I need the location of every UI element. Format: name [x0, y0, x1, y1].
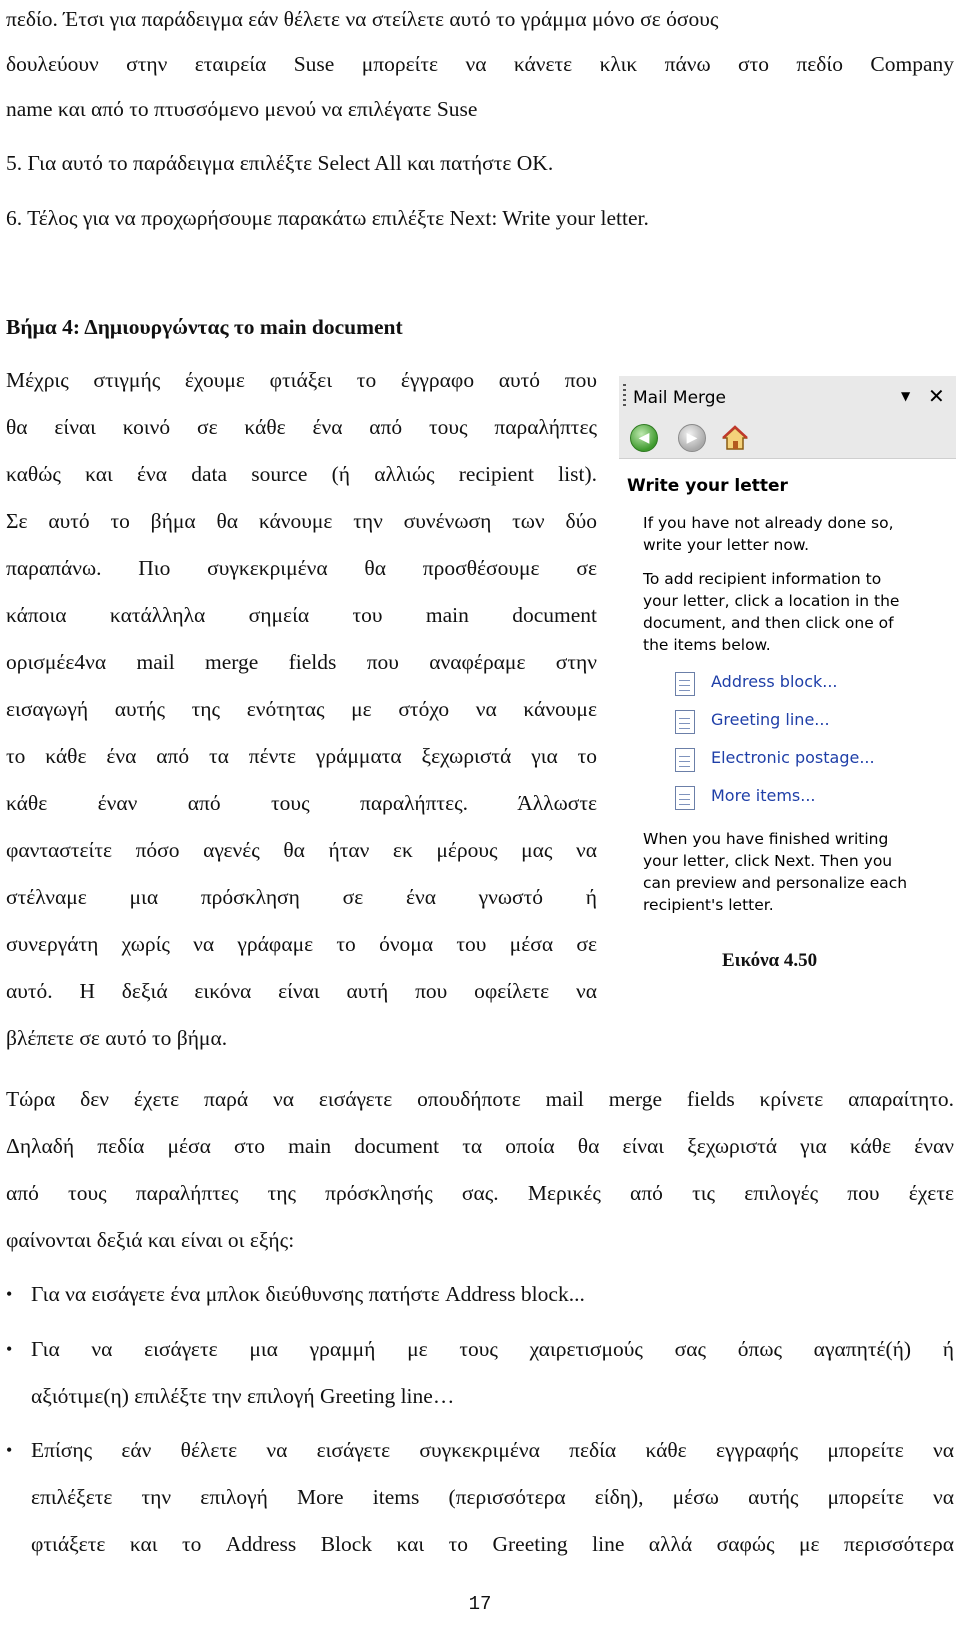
left-line-7: ορισμέε4να mail merge fields που αναφέραμε στην: [6, 650, 597, 674]
forward-icon[interactable]: ▶: [678, 424, 706, 452]
left-line-3: καθώς και ένα data source (ή αλλιώς recipient list).: [6, 462, 597, 486]
pane-section-title: Write your letter: [627, 476, 788, 496]
bullet-2-line-1: Για να εισάγετε μια γραμμή με τους χαιρετισμούς σας όπως αγαπητέ(ή) ή: [31, 1337, 954, 1361]
bullet-2-line-2: αξιότιμε(η) επιλέξτε την επιλογή Greeting line…: [31, 1384, 455, 1408]
left-line-2: θα είναι κοινό σε κάθε ένα από τους παραλήπτες: [6, 415, 597, 439]
pane-header: [619, 376, 956, 418]
intro-line-1: πεδίο. Έτσι για παράδειγμα εάν θέλετε να στείλετε αυτό το γράμμα μόνο σε όσους: [6, 7, 719, 31]
bullet-3-line-2: επιλέξετε την επιλογή More items (περισσότερα είδη), μέσω αυτής μπορείτε να: [31, 1485, 954, 1509]
full-line-3: από τους παραλήπτες της πρόσκλησής σας. Μερικές από τις επιλογές που έχετε: [6, 1181, 954, 1205]
greeting-line-icon: [675, 710, 695, 734]
left-line-4: Σε αυτό το βήμα θα κάνουμε την συνένωση των δύο: [6, 509, 597, 533]
left-line-6: κάποια κατάλληλα σημεία του main document: [6, 603, 597, 627]
intro-line-2: δουλεύουν στην εταιρεία Suse μπορείτε να κάνετε κλικ πάνω στο πεδίο Company: [6, 52, 954, 76]
more-items-link[interactable]: More items...: [711, 786, 816, 805]
left-line-14: αυτό. Η δεξιά εικόνα είναι αυτή που οφείλετε να: [6, 979, 597, 1003]
close-icon[interactable]: ✕: [928, 384, 945, 408]
left-line-8: εισαγωγή αυτής της ενότητας με στόχο να κάνουμε: [6, 697, 597, 721]
bullet-3-dot: •: [6, 1440, 13, 1460]
left-line-13: συνεργάτη χωρίς να γράφαμε το όνομα του μέσα σε: [6, 932, 597, 956]
bullet-2-dot: •: [6, 1339, 13, 1359]
left-line-15: βλέπετε σε αυτό το βήμα.: [6, 1026, 228, 1050]
pane-text-2: To add recipient information to your letter, click a location in the document, and then click one of the items below.: [643, 570, 900, 654]
page-number: 17: [468, 1593, 492, 1615]
full-line-4: φαίνονται δεξιά και είναι οι εξής:: [6, 1228, 295, 1252]
pane-nav-bar: [619, 418, 956, 459]
bullet-1: Για να εισάγετε ένα μπλοκ διεύθυνσης πατήστε Address block...: [31, 1282, 585, 1306]
mail-merge-pane: [619, 376, 956, 929]
intro-line-3: name και από το πτυσσόμενο μενού να επιλέγατε Suse: [6, 97, 478, 121]
step-5: 5. Για αυτό το παράδειγμα επιλέξτε Select All και πατήστε OK.: [6, 151, 554, 175]
left-line-10: κάθε έναν από τους παραλήπτες. Άλλωστε: [6, 791, 597, 815]
address-block-link[interactable]: Address block...: [711, 672, 838, 691]
left-line-1: Μέχρις στιγμής έχουμε φτιάξει το έγγραφο αυτό που: [6, 368, 597, 392]
more-items-icon: [675, 786, 695, 810]
full-line-2: Δηλαδή πεδία μέσα στο main document τα οποία θα είναι ξεχωριστά για κάθε έναν: [6, 1134, 954, 1158]
left-line-5: παραπάνω. Πιο συγκεκριμένα θα προσθέσουμε σε: [6, 556, 597, 580]
grip-icon[interactable]: [623, 384, 626, 408]
bullet-1-dot: •: [6, 1284, 13, 1304]
figure-caption: Εικόνα 4.50: [722, 950, 818, 971]
section-heading: Βήμα 4: Δημιουργώντας το main document: [6, 315, 403, 339]
pane-text-3: When you have finished writing your letter, click Next. Then you can preview and personalize each recipient's letter.: [643, 830, 908, 914]
pane-title: Mail Merge: [633, 388, 727, 408]
greeting-line-link[interactable]: Greeting line...: [711, 710, 830, 729]
electronic-postage-link[interactable]: Electronic postage...: [711, 748, 875, 767]
left-line-12: στέλναμε μια πρόσκληση σε ένα γνωστό ή: [6, 885, 597, 909]
bullet-3-line-3: φτιάξετε και το Address Block και το Greeting line αλλά σαφώς με περισσότερα: [31, 1532, 954, 1556]
step-6: 6. Τέλος για να προχωρήσουμε παρακάτω επιλέξτε Next: Write your letter.: [6, 206, 649, 230]
home-icon[interactable]: [722, 425, 748, 451]
left-line-9: το κάθε ένα από τα πέντε γράμματα ξεχωριστά για το: [6, 744, 597, 768]
left-line-11: φανταστείτε πόσο αγενές θα ήταν εκ μέρους μας να: [6, 838, 597, 862]
back-icon[interactable]: ◀: [630, 424, 658, 452]
electronic-postage-icon: [675, 748, 695, 772]
bullet-3-line-1: Επίσης εάν θέλετε να εισάγετε συγκεκριμένα πεδία κάθε εγγραφής μπορείτε να: [31, 1438, 954, 1462]
chevron-down-icon[interactable]: ▼: [901, 389, 911, 403]
pane-text-1: If you have not already done so, write your letter now.: [643, 514, 894, 554]
full-line-1: Τώρα δεν έχετε παρά να εισάγετε οπουδήποτε mail merge fields κρίνετε απαραίτητο.: [6, 1087, 954, 1111]
address-block-icon: [675, 672, 695, 696]
